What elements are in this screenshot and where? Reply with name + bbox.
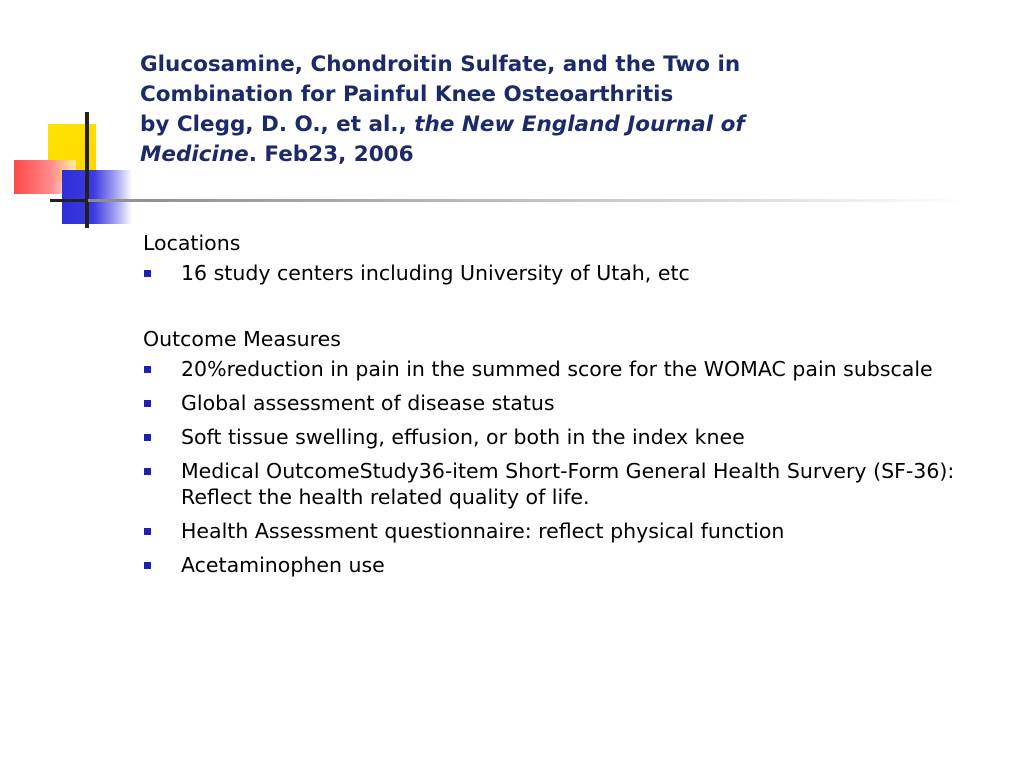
title-authors: by Clegg, D. O., et al., bbox=[140, 112, 415, 137]
bullet-square-icon bbox=[144, 400, 151, 407]
title-line-2: Combination for Painful Knee Osteoarthritis bbox=[140, 82, 674, 107]
list-item bbox=[143, 260, 1003, 286]
list-item bbox=[143, 424, 1003, 450]
bullet-square-icon bbox=[144, 528, 151, 535]
title-date: . Feb23, 2006 bbox=[248, 142, 414, 167]
slide-title bbox=[140, 50, 900, 170]
list-item bbox=[143, 458, 1003, 510]
list-item bbox=[143, 390, 1003, 416]
title-journal-cont: Medicine bbox=[140, 142, 249, 167]
locations-list bbox=[143, 260, 1003, 286]
bullet-square-icon bbox=[144, 366, 151, 373]
list-item-text: Health Assessment questionnaire: reflect physical function bbox=[181, 519, 785, 543]
bullet-square-icon bbox=[144, 270, 151, 277]
outcome-measures-list bbox=[143, 356, 1003, 578]
list-item bbox=[143, 552, 1003, 578]
title-divider bbox=[88, 199, 968, 202]
list-item-text: Acetaminophen use bbox=[181, 553, 385, 577]
logo-blue-square bbox=[62, 170, 132, 224]
slide-body bbox=[143, 226, 1003, 586]
bullet-square-icon bbox=[144, 434, 151, 441]
title-line-1: Glucosamine, Chondroitin Sulfate, and the Two in bbox=[140, 52, 741, 77]
bullet-square-icon bbox=[144, 562, 151, 569]
list-item-text: 20%reduction in pain in the summed score for the WOMAC pain subscale bbox=[181, 357, 933, 381]
list-item bbox=[143, 356, 1003, 382]
list-item-text: Medical OutcomeStudy36-item Short-Form General Health Survery (SF-36): Reflect the health related quality of life. bbox=[181, 459, 955, 509]
title-journal: the New England Journal of bbox=[414, 112, 745, 137]
bullet-square-icon bbox=[144, 468, 151, 475]
logo-vertical-line bbox=[85, 112, 89, 228]
decorative-logo bbox=[0, 0, 160, 240]
list-item-text: 16 study centers including University of Utah, etc bbox=[181, 261, 690, 285]
section-heading-locations: Locations bbox=[143, 231, 241, 255]
list-item-text: Soft tissue swelling, effusion, or both in the index knee bbox=[181, 425, 745, 449]
list-item bbox=[143, 518, 1003, 544]
section-heading-outcome-measures: Outcome Measures bbox=[143, 327, 341, 351]
list-item-text: Global assessment of disease status bbox=[181, 391, 555, 415]
